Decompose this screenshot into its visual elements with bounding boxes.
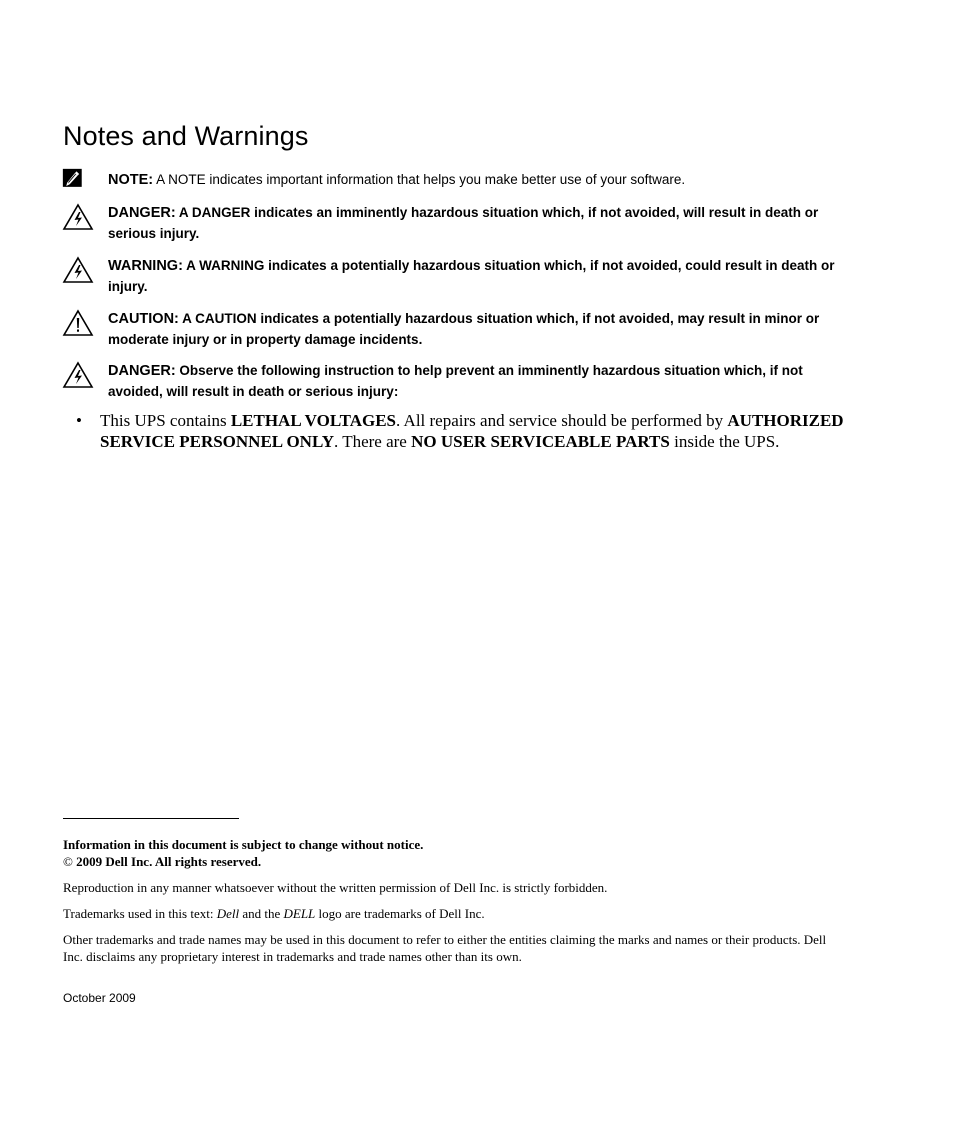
- tm-dell-logo: DELL: [283, 906, 316, 921]
- tm-part-3: logo are trademarks of Dell Inc.: [315, 906, 485, 921]
- bullet-emphasis-authorized-personnel: AUTHORIZED SERVICE PERSONNEL ONLY: [100, 411, 844, 451]
- footer-copyright-text: 2009 Dell Inc. All rights reserved.: [72, 854, 262, 869]
- footer-copyright-line: [63, 853, 843, 870]
- tm-part-2: and the: [239, 906, 284, 921]
- danger-instruction-label: DANGER:: [108, 363, 176, 379]
- footer-other-trademarks: Other trademarks and trade names may be used in this document to refer to either the entities claiming the marks and names or their products. Dell Inc. disclaims any proprietary interest in trademarks and trade names other than its own.: [63, 932, 827, 964]
- footer-divider: [63, 818, 239, 819]
- caution-body: A CAUTION indicates a potentially hazardous situation which, if not avoided, may result in minor or moderate injury or in property damage incidents.: [108, 311, 820, 347]
- note-pencil-icon: [62, 168, 86, 192]
- caution-label: CAUTION:: [108, 311, 179, 327]
- bullet-part-2: . All repairs and service should be performed by: [395, 411, 728, 430]
- caution-text: [108, 309, 858, 349]
- danger-label: DANGER:: [108, 205, 176, 221]
- bullet-emphasis-no-serviceable-parts: NO USER SERVICEABLE PARTS: [411, 432, 670, 451]
- electrical-hazard-icon: [62, 256, 94, 284]
- electrical-hazard-icon: [62, 361, 94, 389]
- footer-change-notice: [63, 836, 843, 870]
- caution-triangle-icon: [62, 309, 94, 337]
- page-title: Notes and Warnings: [63, 121, 309, 151]
- copyright-symbol: ©: [63, 854, 73, 869]
- footer-trademarks: [63, 905, 843, 922]
- bullet-part-4: inside the UPS.: [669, 432, 780, 451]
- bullet-text: [100, 410, 860, 452]
- danger-body: A DANGER indicates an imminently hazardous situation which, if not avoided, will result in death or serious injury.: [108, 205, 819, 241]
- warning-text: [108, 256, 858, 296]
- bullet-emphasis-lethal-voltages: LETHAL VOLTAGES: [230, 411, 396, 430]
- bullet-part-3: . There are: [334, 432, 412, 451]
- note-label: NOTE:: [108, 172, 154, 188]
- footer-reproduction: Reproduction in any manner whatsoever without the written permission of Dell Inc. is strictly forbidden.: [63, 880, 608, 895]
- danger-text: [108, 203, 858, 243]
- bullet-part-1: This UPS contains: [100, 411, 231, 430]
- note-body: A NOTE indicates important information that helps you make better use of your software.: [153, 172, 686, 187]
- bullet-symbol: •: [76, 411, 82, 430]
- tm-part-1: Trademarks used in this text:: [63, 906, 217, 921]
- warning-body: A WARNING indicates a potentially hazardous situation which, if not avoided, could result in death or injury.: [108, 258, 835, 294]
- note-text: [108, 170, 858, 191]
- publication-date: October 2009: [63, 991, 136, 1005]
- footer-change-line: Information in this document is subject to change without notice.: [63, 837, 424, 852]
- danger-instruction-text: [108, 361, 858, 401]
- warning-label: WARNING:: [108, 258, 183, 274]
- danger-instruction-body: Observe the following instruction to help prevent an imminently hazardous situation which, if not avoided, will result in death or serious injury:: [108, 363, 803, 399]
- electrical-hazard-icon: [62, 203, 94, 231]
- tm-dell: Dell: [216, 906, 240, 921]
